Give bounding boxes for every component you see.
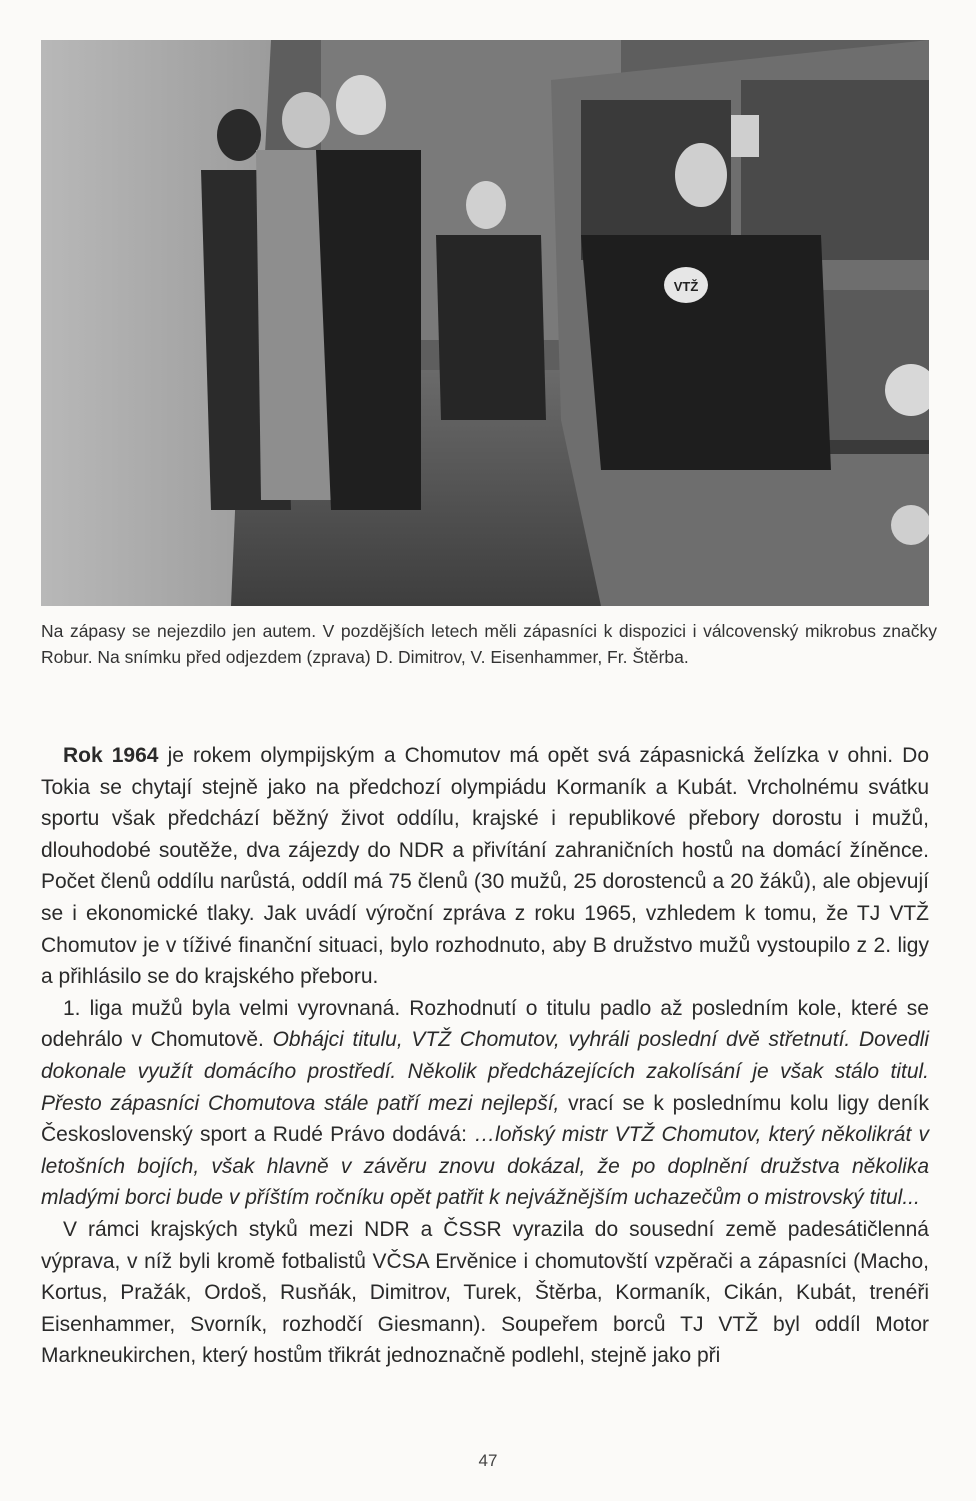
paragraph-3 [41, 1214, 929, 1372]
page-number: 47 [478, 1451, 498, 1470]
paragraph-2-quote-1: Obhájci titulu, VTŽ Chomutov, vyhráli poslední dvě střetnutí. Dovedli dokonale využít domácího prostředí. Několik předcházejících zakolísání je však stálo titul. Přesto zápasníci Chomutova stále patří mezi nejlepší, [41, 1028, 929, 1115]
paragraph-2 [41, 993, 929, 1214]
paragraph-1-text: je rokem olympijským a Chomutov má opět svá zápasnická želízka v ohni. Do Tokia se chytají stejně jako na předchozí olympiádu Kormaník a Kubát. Vrcholnému svátku sportu však předchází běžný život oddílu, krajské i republikové přebory dorostu i mužů, dlouhodobé soutěže, dva zájezdy do NDR a přivítání zahraničních hostů na domácí žíněnce. Počet členů oddílu narůstá, oddíl má 75 členů (30 mužů, 25 dorostenců a 20 žáků), ale objevují se i ekonomické tlaky. Jak uvádí výroční zpráva z roku 1965, vzhledem k tomu, že TJ VTŽ Chomutov je v tíživé finanční situaci, bylo rozhodnuto, aby B družstvo mužů vystoupilo z 2. ligy a přihlásilo se do krajského přeboru. [41, 744, 929, 989]
photo-caption: Na zápasy se nejezdilo jen autem. V pozdějších letech měli zápasníci k dispozici i válcovenský mikrobus značky Robur. Na snímku před odjezdem (zprava) D. Dimitrov, V. Eisenhammer, Fr. Štěrba. [41, 621, 937, 667]
paragraph-2-part-a: 1. liga mužů byla velmi vyrovnaná. Rozhodnutí o titulu padlo až posledním kole, které se odehrálo v Chomutově. [41, 996, 929, 1052]
paragraph-2-quote-2: …loňský mistr VTŽ Chomutov, který několikrát v letošních bojích, však hlavně v závěru znovu dokázal, že po doplnění družstva několika mladými borci bude v příštím ročníku opět patřit k nejvážnějším uchazečům o mistrovský titul... [41, 1123, 929, 1210]
paragraph-lead: Rok 1964 [63, 744, 159, 767]
jacket-logo: VTŽ [673, 279, 699, 294]
article-body [41, 740, 929, 1372]
paragraph-2-part-c: vrací se k poslednímu kolu ligy deník Československý sport a Rudé Právo dodává: [41, 1091, 929, 1147]
paragraph-1 [41, 740, 929, 993]
paragraph-3-text: V rámci krajských styků mezi NDR a ČSSR vyrazila do sousední země padesátičlenná výprava, v níž byli kromě fotbalistů VČSA Ervěnice i chomutovští vzpěrači a zápasníci (Macho, Kortus, Pražák, Ordoš, Rusňák, Dimitrov, Turek, Štěrba, Kormaník, Cikán, Kubát, trenéři Eisenhammer, Svorník, rozhodčí Giesmann). Soupeřem borců TJ VTŽ byl oddíl Motor Markneukirchen, který hostům třikrát jednoznačně podlehl, stejně jako při [41, 1217, 929, 1368]
photograph [41, 40, 929, 606]
